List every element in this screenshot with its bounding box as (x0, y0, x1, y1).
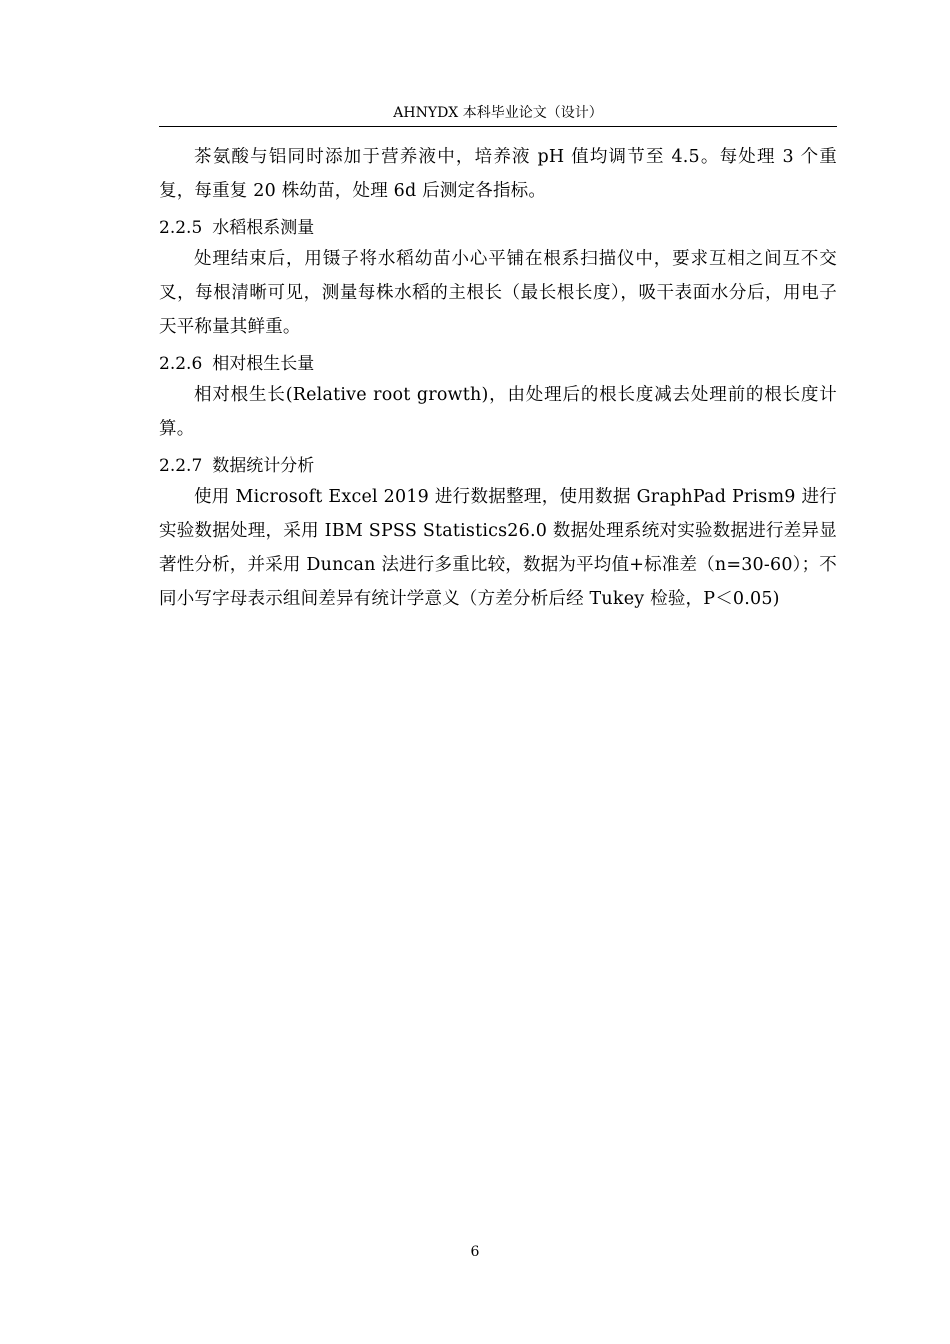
section-heading-2-2-6 (159, 344, 837, 378)
section-heading-2-2-5 (159, 208, 837, 242)
header-title: AHNYDX 本科毕业论文（设计） (393, 105, 603, 121)
paragraph-relative-root-growth: 相对根生长(Relative root growth)，由处理后的根长度减去处理前的根长度计算。 (159, 385, 837, 439)
document-body (159, 140, 837, 616)
page-header (159, 104, 837, 127)
section-title: 水稻根系测量 (212, 218, 315, 238)
section-number: 2.2.5 (159, 218, 203, 238)
section-heading-2-2-7 (159, 446, 837, 480)
page-number: 6 (470, 1244, 480, 1260)
section-number: 2.2.7 (159, 456, 203, 476)
paragraph-statistics: 使用 Microsoft Excel 2019 进行数据整理，使用数据 GraphPad Prism9 进行实验数据处理，采用 IBM SPSS Statistics26.0 数据处理系统对实验数据进行差异显著性分析，并采用 Duncan 法进行多重比较，数据为平均值+标准差（n=30-60）；不同小写字母表示组间差异有统计学意义（方差分析后经 Tukey 检验，P＜0.05) (159, 487, 837, 609)
paragraph-root-measurement: 处理结束后，用镊子将水稻幼苗小心平铺在根系扫描仪中，要求互相之间互不交叉，每根清晰可见，测量每株水稻的主根长（最长根长度），吸干表面水分后，用电子天平称量其鲜重。 (159, 249, 837, 337)
paragraph-treatment: 茶氨酸与铝同时添加于营养液中，培养液 pH 值均调节至 4.5。每处理 3 个重复，每重复 20 株幼苗，处理 6d 后测定各指标。 (159, 147, 837, 201)
section-title: 数据统计分析 (212, 456, 315, 476)
section-number: 2.2.6 (159, 354, 203, 374)
section-title: 相对根生长量 (212, 354, 315, 374)
